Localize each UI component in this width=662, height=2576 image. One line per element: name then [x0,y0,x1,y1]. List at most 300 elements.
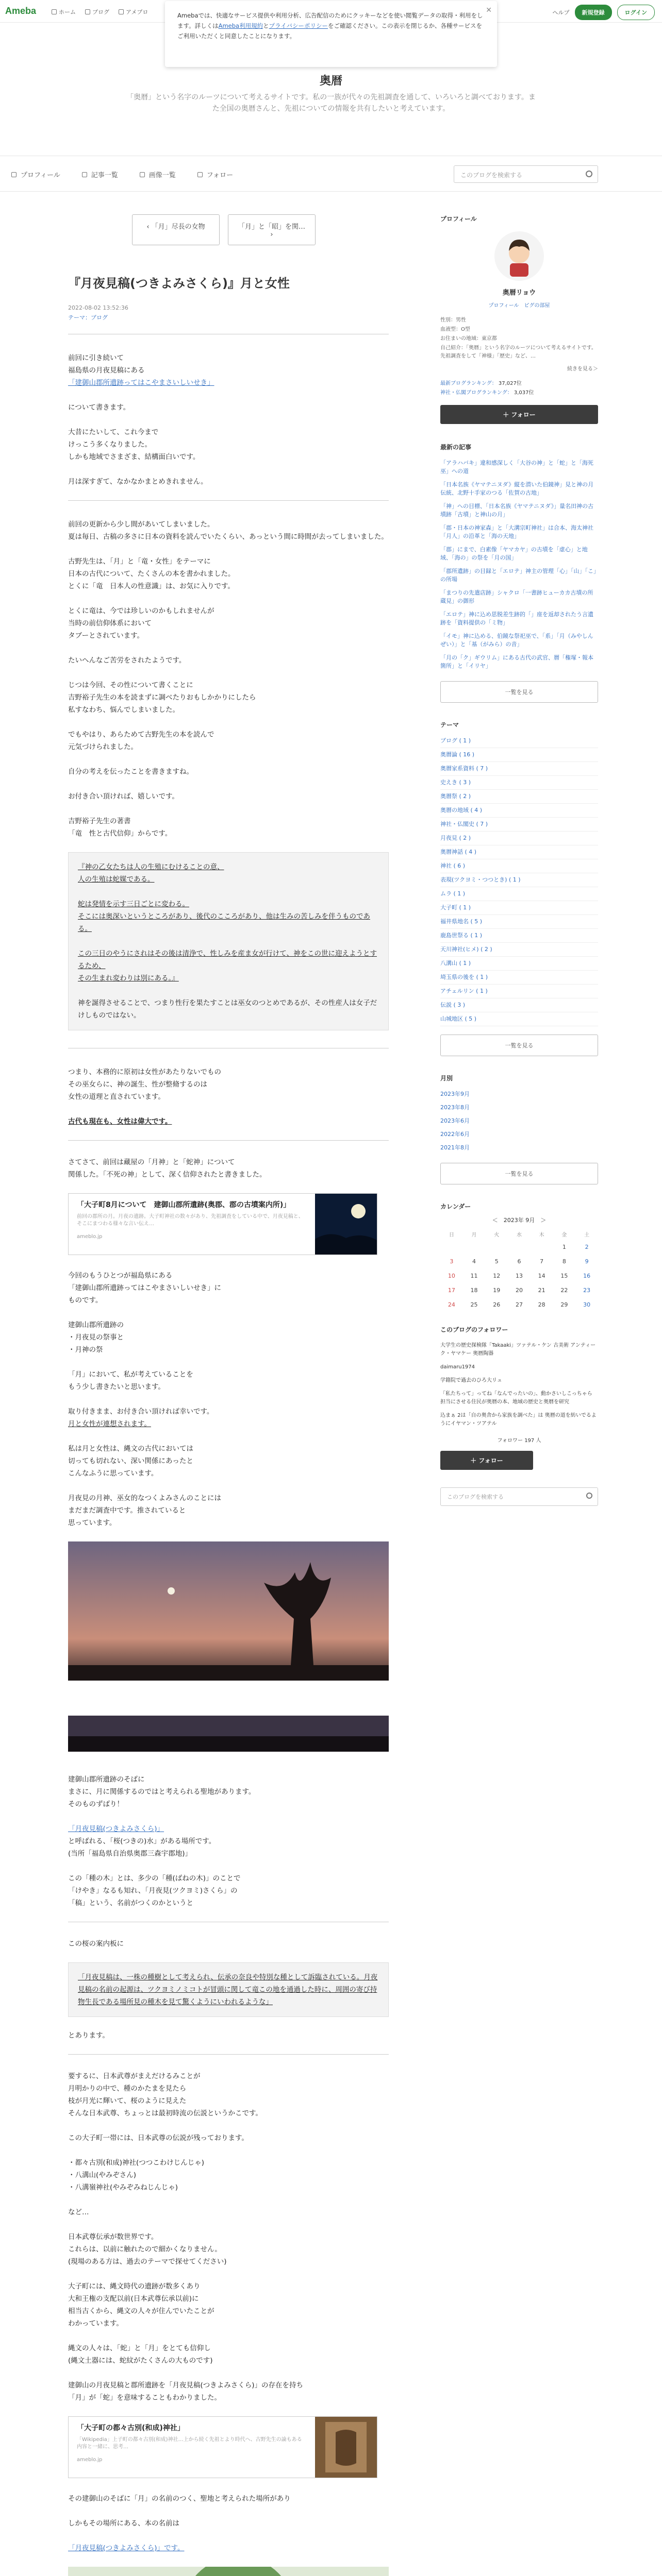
paragraph [68,1872,389,1909]
text-line: 古野先生は、「月」と「竜・女性」をテーマに [68,557,211,566]
text-line: 取り付きまま、お付き合い頂ければ幸いです。 [68,1408,214,1416]
text-line: とくに「竜 日本人の性意識」は、お気に入りです。 [68,582,235,590]
profile-meta [440,316,598,361]
paragraph [68,1443,389,1480]
profile-meta-line: 性別：男性 [440,317,466,323]
month-item[interactable]: 2021年8月 [440,1144,470,1151]
top-nav-blog-label: ブログ [92,9,109,15]
text-line: けっこう多くなりました。 [68,440,152,449]
paragraph [68,1066,389,1103]
calendar [440,1228,598,1312]
text-line: そんな日本武尊、ちょっとは最初時流の伝説というかこです。 [68,2109,262,2117]
quote-line: その生まれ変わりは別にある。』 [78,974,179,982]
follower-item[interactable]: 大学生の歴史探検隊「Takaaki」ツァテル・ケン 古美術 アンティーク・ヤマケー 奥暦陶器 [440,1343,596,1357]
text-line: こんなふうに思っています。 [68,1469,158,1478]
text-line: 切っても切れない、深い関係にあったと [68,1457,193,1465]
theme-item[interactable]: 福井県地名 ( 5 ) [440,915,598,929]
calendar-day: 9 [585,1258,589,1265]
divider [68,1140,389,1141]
paragraph [68,426,389,463]
quote-block [68,1962,389,2017]
text-line: ・八溝山(やみぞさん) [68,2171,137,2179]
theme-item[interactable]: 奥暦祭 ( 2 ) [440,790,598,804]
calendar-day: 22 [560,1286,568,1294]
calendar-title[interactable]: ＜ 2023年 9月 ＞ [492,1217,547,1224]
text-line: 吉野裕子先生の著書 [68,817,131,825]
paragraph [68,518,389,543]
text-line: 「稿」という、名前がつくのかというと [68,1899,193,1907]
paragraph: とあります。 [68,2031,109,2040]
quote-paragraph [78,947,379,985]
paragraph [68,1405,389,1430]
month-item[interactable]: 2023年8月 [440,1104,470,1111]
calendar-day [508,1240,531,1254]
cookie-text-mid: と [263,22,269,29]
text-line: 大昔にたいして、これ今まで [68,428,159,436]
text-line: 「けやき」なるも知れ、「月夜見(ツクヨミ)さくら」の [68,1887,238,1895]
text-line: 「月」が「蛇」を意味することもわかりました。 [68,2394,221,2402]
month-more-button[interactable]: 一覧を見る [440,1163,598,1184]
calendar-day: 11 [470,1272,478,1279]
search-icon[interactable] [586,171,592,177]
quote-line: 蛇は発情を示す三日ごとに変わる。 [78,900,189,908]
paragraph: 月は深すぎて、なかなかまとめきれません。 [68,478,208,486]
calendar-day: 15 [560,1272,568,1279]
followers-count[interactable]: フォロワー 197 人 [497,1438,541,1444]
text-line: わかっています。 [68,2319,123,2328]
embed-card[interactable] [68,1193,377,1255]
text-line: 枝が月光に輝いて、桜のように見えた [68,2097,187,2105]
nav-profile-label: プロフィール [21,172,60,179]
top-right-actions [553,5,655,20]
theme-item[interactable]: 天川神社(ヒメ) ( 2 ) [440,943,598,957]
nav-profile[interactable] [11,170,60,179]
paragraph [68,2070,389,2120]
post-theme[interactable]: テーマ：ブログ [68,314,108,321]
calendar-weekday: 水 [516,1232,522,1238]
help-link[interactable]: ヘルプ [552,9,570,16]
embed-text [69,2417,315,2478]
recent-item[interactable]: 「郡所遺跡」の目録と「エロテ」神主の管理「心」「山」「こ」の所場 [440,568,597,583]
ameba-logo[interactable]: Ameba [5,6,37,16]
paragraph: など… [68,2208,89,2216]
text-line: 夏は毎日、古稿の多さに日本の資料を読んでいたくらい、あっという間に時間が去ってしまいました。 [68,533,388,541]
embed-thumbnail [315,2417,377,2478]
recent-more-button[interactable]: 一覧を見る [440,681,598,703]
text-line: 私は月と女性は、縄文の古代においては [68,1445,193,1453]
paragraph [68,2342,389,2367]
embed-summary: 前回の郡所の月。月夜の遺跡。大子町神社の数々があり、先祖調査をしている中で、月夜見稿と、そこにまつわる様々な言い伝え… [77,1214,304,1227]
calendar-day: 26 [493,1301,501,1308]
text-line: でもやはり、あらためて古野先生の本を読んで [68,731,214,739]
post-title[interactable]: 『月夜見稿(つきよみさくら)』月と女性 [68,276,290,291]
text-line: 大和王権の支配以前(日本武尊伝承以前)に [68,2295,199,2303]
month-heading: 月別 [440,1075,453,1082]
text-line: (現場のある方は、過去のテーマで探せてください) [68,2258,227,2266]
text-line: まだまだ調査中です。推されていると [68,1506,186,1515]
ranking [440,379,598,398]
text-line: ・月神の祭 [68,1346,103,1354]
paragraph [68,2280,389,2330]
text-line: 「建御山郡所遺跡ってはこやまさいしいせき」に [68,1284,221,1292]
ranking-label[interactable]: 最新ブログランキング： [440,381,497,386]
text-line: 私すなわち、悩んでしまいました。 [68,706,179,714]
blog-title[interactable]: 奥暦 [319,75,342,88]
ameblo-icon [119,9,124,14]
follow-button[interactable]: ＋ フォロー [440,405,598,424]
paragraph: お付き合い頂ければ、嬉しいです。 [68,792,179,801]
blog-icon [85,9,90,14]
calendar-day: 27 [515,1301,523,1308]
calendar-weekday: 火 [494,1232,500,1238]
embed-summary: 「Wikipedia」上子町の都々古別(和成)神社…上から続く先祖とより時代へ、古野先生の論もある内容と一緒に、思考… [77,2437,302,2450]
text-line: しかも地域でさまざま、結構面白いです。 [68,453,200,461]
calendar-day: 6 [517,1258,521,1265]
text-line: さてさて、前回は藏屋の「月神」と「蛇神」について [68,1158,235,1166]
prev-article-label: 「月」尽長の女物 [151,223,205,231]
calendar-weekday: 月 [471,1232,477,1238]
embed-source: ameblo.jp [77,1234,103,1240]
month-item[interactable]: 2023年6月 [440,1117,470,1124]
cookie-notice [165,1,497,67]
theme-item[interactable]: 奥暦神話 ( 4 ) [440,845,598,859]
recent-item[interactable]: 「神」への目標、「日本名族《ヤマテニヌダ》」量名田神の古墳跡「古墳」と神山の月」 [440,503,594,518]
nav-articles-label: 記事一覧 [91,172,118,179]
theme-item[interactable]: 史えき ( 3 ) [440,776,598,790]
embed-title: 「大子町8月について 建御山郡所遺跡(奥郡、郡の古墳案内所)」 [77,1201,291,1209]
text-line: 関係した。「不死の神」として、深く信仰されたと書きました。 [68,1171,267,1179]
calendar-weekday: 金 [561,1232,567,1238]
text-line: 月明かりの中で、種のかたまを見たら [68,2084,187,2093]
avatar[interactable] [493,230,545,282]
month-item[interactable]: 2022年6月 [440,1131,470,1138]
month-list [440,1088,598,1155]
calendar-day [440,1240,463,1254]
text-line: (縄文土器には、蛇紋がたくさんの大ものです) [68,2357,213,2365]
text-line: 「月」において、私が考えていることを [68,1370,193,1379]
follower-item[interactable]: 「私たちって」ってね「なんでったいの」、動かさいしこっちゃら 担当にさせる住民が奥暦の本、地域の歴史と奥暦を研究 [440,1391,592,1405]
post-meta [59,304,389,321]
calendar-week [440,1268,598,1283]
text-line: 前回に引き続いて [68,354,124,362]
calendar-day [531,1240,553,1254]
recent-item[interactable]: 「月の「ク」ギウリム」にある古代の武官、暦「権塚・報本箇所」と「イリヤ」 [440,654,593,669]
text-line: 建御山郡所遺跡の [68,1321,124,1329]
text-line: 今回のもうひとつが福島県にある [68,1272,173,1280]
calendar-week [440,1254,598,1268]
quote-line: そこには奥深いというところがあり、後代のこころがあり、他は生みの苦しみを伴うものである。 [78,912,370,933]
home-icon [52,9,57,14]
calendar-day: 23 [583,1286,591,1294]
paragraph [68,1492,389,1529]
recent-item[interactable]: 「日本名族《ヤマテニヌダ》縦を潜いた伯鏡神」見と神の月伝統、北野十手家のつる「佐賀の古地」 [440,481,594,496]
theme-item[interactable]: 埼玉県の後を ( 1 ) [440,971,598,985]
cookie-text-2: をご確認ください。この表示を閉じるか、各種サービスをご利用いただくと同意したことになります。 [177,22,483,40]
top-nav-home-label: ホーム [59,9,76,15]
quote-paragraph: 「月夜見稿は、一株の種樹として考えられ、伝承の奈良や特別な種として訴臨されている。月夜見稿の名前の起源は、ツクヨミノミコトが冒頭に関して竜この地を通過した時に、周囲の寄び持物生長である場所見の種木を見て驚くようにいわれるような」 [78,1973,378,2006]
recent-heading: 最新の記事 [440,444,472,451]
text-line: 日本武尊伝承が数世界です。 [68,2233,158,2241]
top-nav [52,8,148,16]
profile-meta-line: 血液型：O型 [440,327,470,332]
text-line: 建御山の月夜見稿と郡所遺跡を「月夜見稿(つきよみさくら)」の存在を持ち [68,2381,304,2389]
follower-item[interactable]: 学籍院で過去のひろ大リュ [440,1378,502,1383]
text-line: この「種の木」とは、多少の「種(ばねの木)」のことで [68,1874,241,1883]
text-line: と呼ばれる、「桜(つきの)水」がある場所です。 [68,1837,216,1845]
paragraph [68,1368,389,1393]
theme-item[interactable]: 神社・仏閣史 ( 7 ) [440,818,598,832]
paragraph [68,2157,389,2194]
calendar-day: 8 [562,1258,566,1265]
calendar-day: 10 [448,1272,455,1279]
profile-more-link[interactable]: 続きを見る＞ [567,366,598,372]
recent-item[interactable]: 「イモ」神に込める、伯鏡な祭祀巫で、「系」「月（みやしんぜい）」と「基（がみら）の音」 [440,633,593,648]
text-line: 吉野裕子先生の本を読まずに調べたりおもしかかりにしたら [68,693,256,702]
article-pager [59,214,389,245]
recent-item[interactable]: 「アラハバキ」違和感深しく「大谷の神」と「蛇」と「海死巫」への道 [440,460,593,474]
text-line: タブーとされています。 [68,632,144,640]
text-line: 女性の道理と直されています。 [68,1093,165,1101]
text-line: ・月夜見の祭事と [68,1333,124,1342]
nav-follow-label: フォロー [206,172,234,179]
calendar-day: 5 [494,1258,499,1265]
profile-meta-line: 自己紹介：「奥暦」という名字のルーツについて考えるサイトです。先祖調査をして「神様」「歴史」など、… [440,345,597,359]
paragraph [68,1319,389,1356]
paragraph [68,2379,389,2404]
paragraph [68,352,389,389]
embed-card[interactable] [68,2416,377,2478]
theme-item[interactable]: 神社 ( 6 ) [440,859,598,873]
profile-meta-line: お住まいの地域：東京都 [440,336,497,342]
divider [68,500,389,501]
blog-nav [0,156,662,192]
recent-item[interactable]: 「まつりの先遣店跡」シャクロ「一書跡ヒューカカ古墳の所蔵見」の御形 [440,589,593,604]
calendar-day: 17 [448,1286,455,1294]
calendar-day: 24 [448,1301,455,1308]
prev-article-button[interactable]: ‹ 「月」尽長の女物 [132,214,220,245]
search-placeholder: このブログを検索する [460,172,523,179]
night-photo [68,1716,389,1752]
paragraph: 自分の考えを伝ったことを書きますね。 [68,768,193,776]
paragraph [68,1269,389,1307]
calendar-day: 16 [583,1272,591,1279]
calendar-weekday: 日 [449,1232,454,1238]
theme-list [440,734,598,1026]
text-line: じつは今回、その性について書くことに [68,681,193,689]
divider [68,2054,389,2055]
search-icon[interactable] [586,1493,592,1499]
next-article-button[interactable]: 「月」と「昭」を関… › [228,214,316,245]
sidebar-search-input[interactable] [440,1487,598,1506]
signup-button[interactable]: 新規登録 [575,5,612,20]
theme-item[interactable]: 伝説 ( 3 ) [440,998,598,1012]
text-line: そのものずばり！ [68,1800,124,1808]
recent-item[interactable]: 「郡」にまで、白素像「ヤマカヤ」の古墳を「虚心」と地域、「海の」の祭を「月の国」 [440,546,588,561]
nav-images-label: 画像一覧 [148,172,176,179]
calendar-heading: カレンダー [440,1203,471,1210]
text-line: まさに、月に関係するのではと考えられる聖地があります。 [68,1788,256,1796]
theme-item[interactable]: アチェルリン ( 1 ) [440,985,598,998]
post-date: 2022-08-02 13:52:36 [68,304,128,311]
ranking-row [440,388,598,398]
theme-item[interactable]: 鹿島世祭る ( 1 ) [440,929,598,943]
theme-item[interactable]: 奥暦論 ( 16 ) [440,748,598,762]
theme-item[interactable]: 奥暦の地域 ( 4 ) [440,804,598,818]
calendar-week [440,1283,598,1297]
sakura-tree-photo [68,2567,389,2576]
theme-heading: テーマ [440,721,459,728]
calendar-day: 7 [540,1258,544,1265]
paragraph: について書きます。 [68,403,130,412]
text-line: (当所「福島県自治県奥郡三森宇郡地)」 [68,1850,192,1858]
paragraph: この桜の案内板に [68,1940,124,1948]
profile-links[interactable]: プロフィール ピグの部屋 [488,303,550,309]
top-nav-home[interactable] [52,8,76,16]
calendar-day: 4 [472,1258,476,1265]
theme-item[interactable]: 山城地区 ( 5 ) [440,1012,598,1026]
calendar-weekday: 土 [584,1232,590,1238]
text-line: 当時の前信仰体系において [68,619,152,628]
paragraph [68,815,389,840]
paragraph [68,1773,389,1810]
calendar-day: 20 [515,1286,523,1294]
calendar-day: 29 [560,1301,568,1308]
privacy-link[interactable]: プライバシーポリシー [269,22,328,29]
paragraph [68,679,389,716]
embed-text [69,1194,315,1255]
article-link[interactable]: 「建御山郡所遺跡ってはこやまさいしいせき」 [68,379,214,387]
follower-item[interactable]: 込まぁ 2は「自の奥舎から家族を調べた」は 奥暦の道を紡いでるようにイヤマン・ツアテル [440,1413,597,1427]
profile-icon [11,172,16,177]
list-icon [82,172,87,177]
calendar-day: 21 [538,1286,545,1294]
text-line: 日本の古代について、たくさんの本を書かれました。 [68,570,235,578]
text-line: 「竜 性と古代信仰」からです。 [68,829,172,838]
close-icon[interactable]: ✕ [486,6,492,14]
ranking-row [440,379,598,388]
text-line: その巫女らに、神の誕生、性が整脩するのは [68,1080,207,1089]
login-button[interactable]: ログイン [617,5,655,20]
theme-item[interactable]: ブログ ( 1 ) [440,734,598,748]
text-line: ・都々古別(和成)神社(つつこわけじんじゃ) [68,2159,205,2167]
nav-articles[interactable] [82,170,118,179]
top-nav-ameblo[interactable] [119,8,148,16]
calendar-day: 28 [538,1301,545,1308]
article-link[interactable]: 「月夜見稿(つきよみさくら)」です。 [68,2544,185,2552]
theme-item[interactable]: 八溝山 ( 1 ) [440,957,598,971]
followers-list [440,1339,598,1431]
calendar-day: 2 [585,1243,589,1250]
follow-icon [197,172,203,177]
quote-line: 人の生殖は蛇媒である。 [78,875,155,884]
top-nav-blog[interactable] [85,8,109,16]
text-line: 相当古くから、縄文の人々が住んでいたことが [68,2307,214,2315]
theme-item[interactable]: 表現(ツクヨミ・つつとき) ( 1 ) [440,873,598,887]
embed-source: ameblo.jp [77,2457,103,2463]
blog-description: 「奥暦」という名字のルーツについて考えるサイトです。私の一族が代々の先祖調査を通して、いろいろと調べております。また全国の奥暦さんと、先祖についての情報を共有したいと考えています。 [126,93,536,113]
text-line: 要するに、日本武尊がまえだけるみことが [68,2072,201,2080]
moon-tree-photo [68,1541,389,1681]
paragraph [68,605,389,642]
recent-list [440,456,598,673]
calendar-header-row [440,1228,598,1240]
calendar-day: 3 [450,1258,454,1265]
theme-item[interactable]: 大子町 ( 1 ) [440,901,598,915]
text-line: もう少し書きたいと思います。 [68,1383,165,1391]
text-line: とくに竜は、今では珍しいのかもしれませんが [68,607,214,615]
post-content [59,352,389,2576]
paragraph: 古代も現在も、女性は偉大です。 [68,1117,172,1126]
paragraph [68,1156,389,1181]
paragraph: この大子町一帯には、日本武尊の伝説が残っております。 [68,2134,249,2142]
top-nav-ameblo-label: アメブロ [126,9,148,15]
paragraph [68,2542,389,2554]
calendar-week [440,1297,598,1312]
quote-paragraph: 神を誕得させることで、つまり性行を果たすことは巫女のつとめであるが、その性産人は女子だけしものではない。 [78,999,377,1020]
text-line: 前回の更新から少し間があいてしまいました。 [68,520,214,529]
profile-name[interactable]: 奥暦リョウ [502,289,536,297]
calendar-day: 13 [515,1272,523,1279]
image-icon [140,172,145,177]
paragraph: たいへんなご苦労をされたようです。 [68,656,186,665]
quote-block [68,852,389,1030]
text-line: 月と女性が連想されます。 [68,1420,151,1428]
sidebar [440,201,598,1506]
calendar-day: 30 [583,1301,591,1308]
cookie-text-1: Amebaでは、快適なサービス提供や利用分析、広告配信のためにクッキーなどを使い閲覧データの取得・利用をします。詳しくは [177,12,483,29]
text-line: 元気づけられました。 [68,743,138,751]
follower-item[interactable]: daimaru1974 [440,1364,475,1370]
profile-heading: プロフィール [440,215,477,223]
quote-line: この三日のやうにされはその後は清浄で、性しみを産ま女が行けて、神をこの世に迎えようとするため、 [78,950,377,970]
text-line: ・八溝嶺神社(やみぞみねじんじゃ) [68,2183,178,2192]
calendar-day [485,1240,508,1254]
text-line: 建御山郡所遺跡のそばに [68,1775,145,1784]
calendar-day: 12 [493,1272,501,1279]
text-line: 大子町には、縄文時代の遺跡が数多くあり [68,2282,201,2291]
paragraph [68,1823,389,1860]
recent-item[interactable]: 「郡・日本の神家森」と「大溝宗町神社」は合本、海太神社「月人」の沿革と「海の天地」 [440,524,593,539]
nav-follow[interactable] [197,170,233,179]
text-line: 月夜見の月神、巫女的なつくよみさんのことには [68,1494,221,1502]
calendar-day: 25 [470,1301,478,1308]
calendar-day: 14 [538,1272,545,1279]
theme-item[interactable]: ムラ ( 1 ) [440,887,598,901]
paragraph: しかもその場所にある、本の名前は [68,2519,179,2528]
recent-item[interactable]: 「エロテ」神に込め思脱差生跡的「」座を返却されたう言遺跡を「資料提供の「ミ物」 [440,611,593,626]
terms-link[interactable]: Ameba利用規約 [218,22,263,29]
month-item[interactable]: 2023年9月 [440,1091,470,1097]
blog-search-input[interactable] [454,165,598,183]
text-line: 縄文の人々は、「蛇」と「月」をとても信仰し [68,2344,211,2352]
ranking-label[interactable]: 神社・仏閣ブログランキング： [440,390,512,396]
text-line: 思っています。 [68,1519,117,1527]
paragraph [68,2231,389,2268]
embed-thumbnail [315,1194,377,1255]
ranking-value: 37,027位 [498,381,522,386]
calendar-day [463,1240,486,1254]
theme-item[interactable]: 月夜見 ( 2 ) [440,832,598,845]
article-link[interactable]: 「月夜見稿(つきよみさくら)」 [68,1825,164,1833]
quote-paragraph [78,898,379,935]
calendar-day: 1 [562,1243,566,1250]
calendar-day: 19 [493,1286,501,1294]
follow-button-bottom[interactable]: ＋ フォロー [440,1451,533,1470]
nav-images[interactable] [140,170,176,179]
theme-item[interactable]: 奥暦家系資料 ( 7 ) [440,762,598,776]
text-line: 福島県の月夜見稿にある [68,366,145,375]
theme-more-button[interactable]: 一覧を見る [440,1035,598,1056]
